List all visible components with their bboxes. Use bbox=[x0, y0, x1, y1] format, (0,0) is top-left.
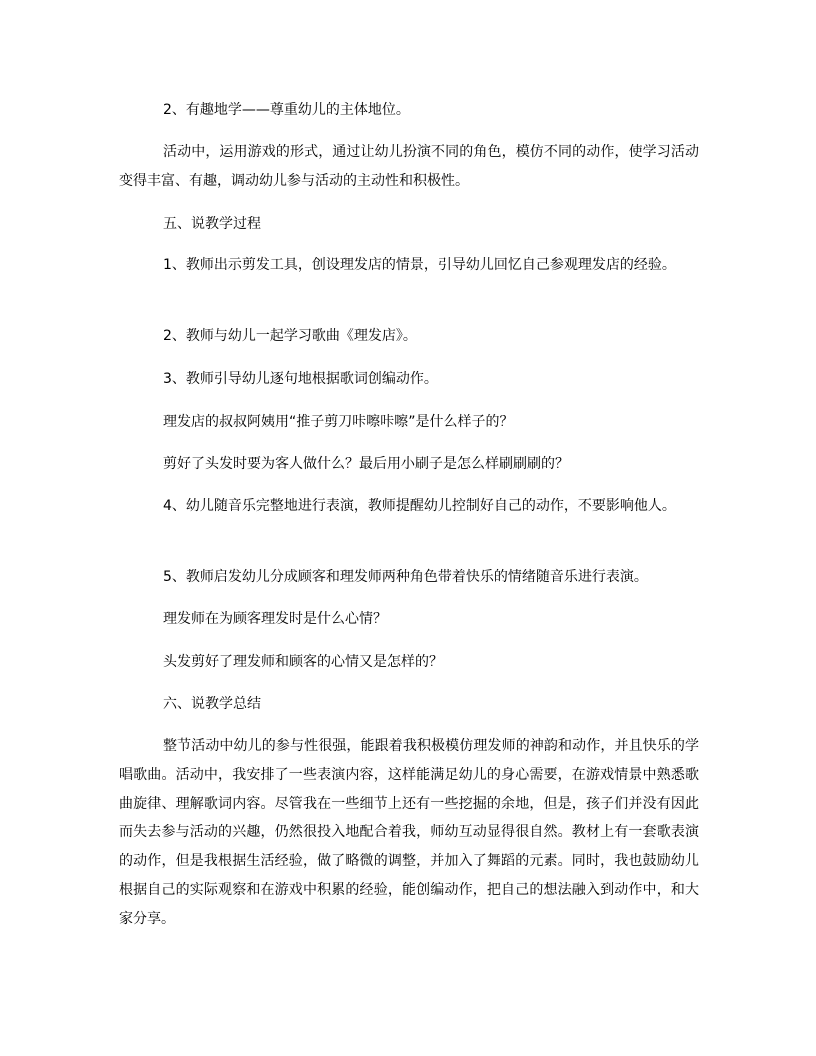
paragraph-step-4: 4、幼儿随音乐完整地进行表演，教师提醒幼儿控制好自己的动作，不要影响他人。 bbox=[163, 498, 676, 514]
paragraph-step-1: 1、教师出示剪发工具，创设理发店的情景，引导幼儿回忆自己参观理发店的经验。 bbox=[163, 257, 676, 273]
paragraph-step-5: 5、教师启发幼儿分成顾客和理发师两种角色带着快乐的情绪随音乐进行表演。 bbox=[163, 569, 648, 585]
paragraph-summary-body: 整节活动中幼儿的参与性很强，能跟着我积极模仿理发师的神韵和动作，并且快乐的学唱歌曲。活动中，我安排了一些表演内容，这样能满足幼儿的身心需要，在游戏情景中熟悉歌曲旋律、理解歌词内容。尽管我在一些细节上还有一些挖掘的余地，但是，孩子们并没有因此而失去参与活动的兴趣，仍然很投入地配合着我，师幼互动显得很自然。教材上有一套歌表演的动作，但是我根据生活经验，做了略微的调整，并加入了舞蹈的元素。同时，我也鼓励幼儿根据自己的实际观察和在游戏中积累的经验，能创编动作，把自己的想法融入到动作中，和大家分享。 bbox=[119, 738, 699, 927]
paragraph-question-brush: 剪好了头发时要为客人做什么？最后用小刷子是怎么样刷刷刷的？ bbox=[163, 456, 569, 472]
paragraph-step-2: 2、教师与幼儿一起学习歌曲《理发店》。 bbox=[163, 328, 417, 344]
paragraph-question-after-haircut: 头发剪好了理发师和顾客的心情又是怎样的？ bbox=[163, 654, 443, 670]
paragraph-step-3: 3、教师引导幼儿逐句地根据歌词创编动作。 bbox=[163, 371, 438, 387]
paragraph-question-barber-mood: 理发师在为顾客理发时是什么心情？ bbox=[163, 611, 387, 627]
section-heading-teaching-summary: 六、说教学总结 bbox=[163, 696, 261, 712]
paragraph-question-clippers: 理发店的叔叔阿姨用“推子剪刀咔嚓咔嚓”是什么样子的？ bbox=[163, 414, 514, 430]
section-heading-teaching-process: 五、说教学过程 bbox=[163, 216, 261, 232]
paragraph-activity-games: 活动中，运用游戏的形式，通过让幼儿扮演不同的角色，模仿不同的动作，使学习活动变得丰富、有趣，调动幼儿参与活动的主动性和积极性。 bbox=[119, 144, 699, 189]
paragraph-interesting-learning: 2、有趣地学——尊重幼儿的主体地位。 bbox=[163, 102, 410, 118]
